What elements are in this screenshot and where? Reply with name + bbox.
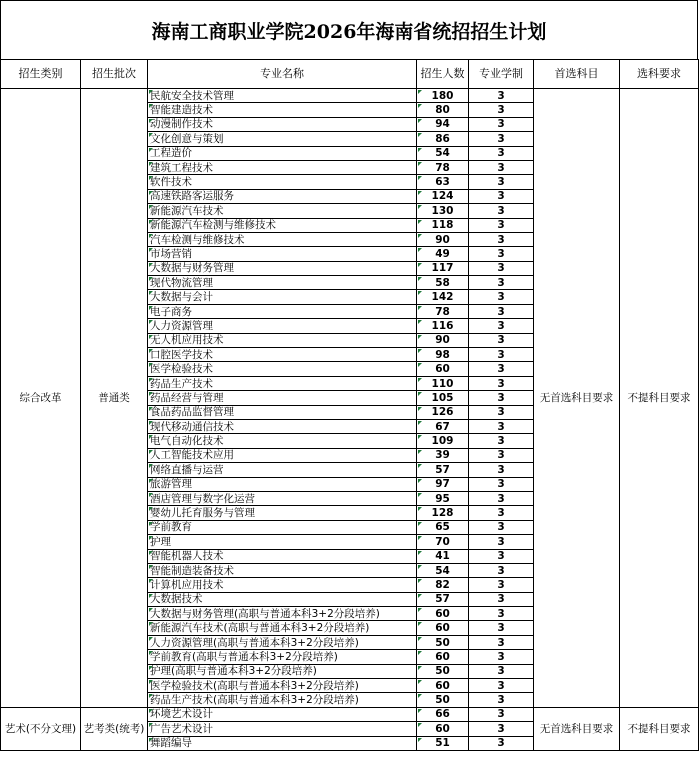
major-name: 护理(高职与普通本科3+2分段培养) <box>148 664 417 678</box>
major-name: 医学检验技术 <box>148 362 417 376</box>
major-name: 人工智能技术应用 <box>148 448 417 462</box>
batch-cell: 艺考类(统考) <box>81 707 148 750</box>
major-name: 计算机应用技术 <box>148 578 417 592</box>
study-duration: 3 <box>469 204 534 218</box>
major-name: 软件技术 <box>148 175 417 189</box>
header-elective: 选科要求 <box>620 60 699 89</box>
header-category: 招生类别 <box>1 60 81 89</box>
major-name: 智能制造装备技术 <box>148 563 417 577</box>
study-duration: 3 <box>469 362 534 376</box>
study-duration: 3 <box>469 707 534 721</box>
major-name: 动漫制作技术 <box>148 117 417 131</box>
enrollment-count: 58 <box>417 276 469 290</box>
enrollment-count: 57 <box>417 592 469 606</box>
major-name: 无人机应用技术 <box>148 333 417 347</box>
enrollment-count: 60 <box>417 607 469 621</box>
enrollment-count: 90 <box>417 232 469 246</box>
enrollment-count: 41 <box>417 549 469 563</box>
major-name: 建筑工程技术 <box>148 160 417 174</box>
enrollment-count: 57 <box>417 463 469 477</box>
category-cell: 艺术(不分文理) <box>1 707 81 750</box>
major-name: 大数据与财务管理(高职与普通本科3+2分段培养) <box>148 607 417 621</box>
study-duration: 3 <box>469 635 534 649</box>
header-first-subject: 首选科目 <box>534 60 620 89</box>
enrollment-count: 60 <box>417 621 469 635</box>
enrollment-count: 60 <box>417 650 469 664</box>
enrollment-count: 67 <box>417 419 469 433</box>
study-duration: 3 <box>469 434 534 448</box>
first-subject-cell: 无首选科目要求 <box>534 89 620 708</box>
study-duration: 3 <box>469 132 534 146</box>
enrollment-count: 94 <box>417 117 469 131</box>
plan-table <box>0 59 699 751</box>
major-name: 广告艺术设计 <box>148 722 417 736</box>
header-row <box>1 60 699 89</box>
major-name: 网络直播与运营 <box>148 463 417 477</box>
study-duration: 3 <box>469 477 534 491</box>
sheet-title: 海南工商职业学院2026年海南省统招招生计划 <box>0 0 698 60</box>
major-name: 市场营销 <box>148 247 417 261</box>
major-name: 汽车检测与维修技术 <box>148 232 417 246</box>
study-duration: 3 <box>469 491 534 505</box>
enrollment-count: 90 <box>417 333 469 347</box>
study-duration: 3 <box>469 376 534 390</box>
study-duration: 3 <box>469 650 534 664</box>
enrollment-count: 116 <box>417 319 469 333</box>
study-duration: 3 <box>469 679 534 693</box>
major-name: 旅游管理 <box>148 477 417 491</box>
enrollment-count: 78 <box>417 160 469 174</box>
study-duration: 3 <box>469 333 534 347</box>
enrollment-count: 109 <box>417 434 469 448</box>
study-duration: 3 <box>469 693 534 707</box>
enrollment-count: 70 <box>417 535 469 549</box>
study-duration: 3 <box>469 160 534 174</box>
major-name: 电气自动化技术 <box>148 434 417 448</box>
major-name: 学前教育 <box>148 520 417 534</box>
study-duration: 3 <box>469 448 534 462</box>
enrollment-count: 54 <box>417 563 469 577</box>
batch-cell: 普通类 <box>81 89 148 708</box>
major-name: 新能源汽车技术 <box>148 204 417 218</box>
major-name: 民航安全技术管理 <box>148 89 417 103</box>
major-name: 现代移动通信技术 <box>148 419 417 433</box>
major-name: 大数据技术 <box>148 592 417 606</box>
study-duration: 3 <box>469 189 534 203</box>
study-duration: 3 <box>469 175 534 189</box>
major-name: 食品药品监督管理 <box>148 405 417 419</box>
elective-cell: 不提科目要求 <box>620 707 699 750</box>
enrollment-count: 97 <box>417 477 469 491</box>
study-duration: 3 <box>469 276 534 290</box>
major-name: 环境艺术设计 <box>148 707 417 721</box>
enrollment-count: 86 <box>417 132 469 146</box>
enrollment-count: 126 <box>417 405 469 419</box>
enrollment-count: 60 <box>417 362 469 376</box>
enrollment-count: 128 <box>417 506 469 520</box>
study-duration: 3 <box>469 247 534 261</box>
enrollment-count: 50 <box>417 664 469 678</box>
major-name: 新能源汽车检测与维修技术 <box>148 218 417 232</box>
enrollment-count: 117 <box>417 261 469 275</box>
enrollment-count: 95 <box>417 491 469 505</box>
study-duration: 3 <box>469 117 534 131</box>
study-duration: 3 <box>469 391 534 405</box>
first-subject-cell: 无首选科目要求 <box>534 707 620 750</box>
major-name: 工程造价 <box>148 146 417 160</box>
study-duration: 3 <box>469 563 534 577</box>
major-name: 人力资源管理 <box>148 319 417 333</box>
study-duration: 3 <box>469 232 534 246</box>
table-row <box>1 707 699 721</box>
enrollment-count: 78 <box>417 304 469 318</box>
enrollment-count: 63 <box>417 175 469 189</box>
major-name: 医学检验技术(高职与普通本科3+2分段培养) <box>148 679 417 693</box>
enrollment-count: 142 <box>417 290 469 304</box>
major-name: 学前教育(高职与普通本科3+2分段培养) <box>148 650 417 664</box>
study-duration: 3 <box>469 304 534 318</box>
major-name: 电子商务 <box>148 304 417 318</box>
study-duration: 3 <box>469 592 534 606</box>
study-duration: 3 <box>469 621 534 635</box>
enrollment-count: 50 <box>417 693 469 707</box>
enrollment-count: 180 <box>417 89 469 103</box>
study-duration: 3 <box>469 218 534 232</box>
study-duration: 3 <box>469 261 534 275</box>
study-duration: 3 <box>469 578 534 592</box>
enrollment-count: 51 <box>417 736 469 750</box>
study-duration: 3 <box>469 103 534 117</box>
major-name: 大数据与会计 <box>148 290 417 304</box>
major-name: 婴幼儿托育服务与管理 <box>148 506 417 520</box>
enrollment-count: 124 <box>417 189 469 203</box>
enrollment-count: 118 <box>417 218 469 232</box>
enrollment-count: 60 <box>417 679 469 693</box>
major-name: 舞蹈编导 <box>148 736 417 750</box>
major-name: 人力资源管理(高职与普通本科3+2分段培养) <box>148 635 417 649</box>
enrollment-count: 98 <box>417 348 469 362</box>
enrollment-count: 130 <box>417 204 469 218</box>
major-name: 现代物流管理 <box>148 276 417 290</box>
study-duration: 3 <box>469 146 534 160</box>
study-duration: 3 <box>469 664 534 678</box>
category-cell: 综合改革 <box>1 89 81 708</box>
major-name: 口腔医学技术 <box>148 348 417 362</box>
enrollment-count: 82 <box>417 578 469 592</box>
major-name: 护理 <box>148 535 417 549</box>
enrollment-count: 66 <box>417 707 469 721</box>
header-count: 招生人数 <box>417 60 469 89</box>
enrollment-count: 60 <box>417 722 469 736</box>
header-duration: 专业学制 <box>469 60 534 89</box>
study-duration: 3 <box>469 736 534 750</box>
major-name: 文化创意与策划 <box>148 132 417 146</box>
study-duration: 3 <box>469 290 534 304</box>
study-duration: 3 <box>469 348 534 362</box>
major-name: 酒店管理与数字化运营 <box>148 491 417 505</box>
enrollment-count: 49 <box>417 247 469 261</box>
enrollment-count: 110 <box>417 376 469 390</box>
table-row <box>1 89 699 103</box>
major-name: 新能源汽车技术(高职与普通本科3+2分段培养) <box>148 621 417 635</box>
major-name: 药品经营与管理 <box>148 391 417 405</box>
elective-cell: 不提科目要求 <box>620 89 699 708</box>
enrollment-count: 65 <box>417 520 469 534</box>
major-name: 高速铁路客运服务 <box>148 189 417 203</box>
study-duration: 3 <box>469 89 534 103</box>
enrollment-count: 50 <box>417 635 469 649</box>
enrollment-count: 80 <box>417 103 469 117</box>
study-duration: 3 <box>469 607 534 621</box>
study-duration: 3 <box>469 535 534 549</box>
study-duration: 3 <box>469 319 534 333</box>
study-duration: 3 <box>469 506 534 520</box>
major-name: 药品生产技术(高职与普通本科3+2分段培养) <box>148 693 417 707</box>
enrollment-count: 105 <box>417 391 469 405</box>
major-name: 药品生产技术 <box>148 376 417 390</box>
enrollment-count: 39 <box>417 448 469 462</box>
study-duration: 3 <box>469 405 534 419</box>
header-batch: 招生批次 <box>81 60 148 89</box>
header-major: 专业名称 <box>148 60 417 89</box>
major-name: 智能机器人技术 <box>148 549 417 563</box>
study-duration: 3 <box>469 520 534 534</box>
enrollment-count: 54 <box>417 146 469 160</box>
major-name: 大数据与财务管理 <box>148 261 417 275</box>
study-duration: 3 <box>469 419 534 433</box>
major-name: 智能建造技术 <box>148 103 417 117</box>
study-duration: 3 <box>469 463 534 477</box>
study-duration: 3 <box>469 549 534 563</box>
study-duration: 3 <box>469 722 534 736</box>
